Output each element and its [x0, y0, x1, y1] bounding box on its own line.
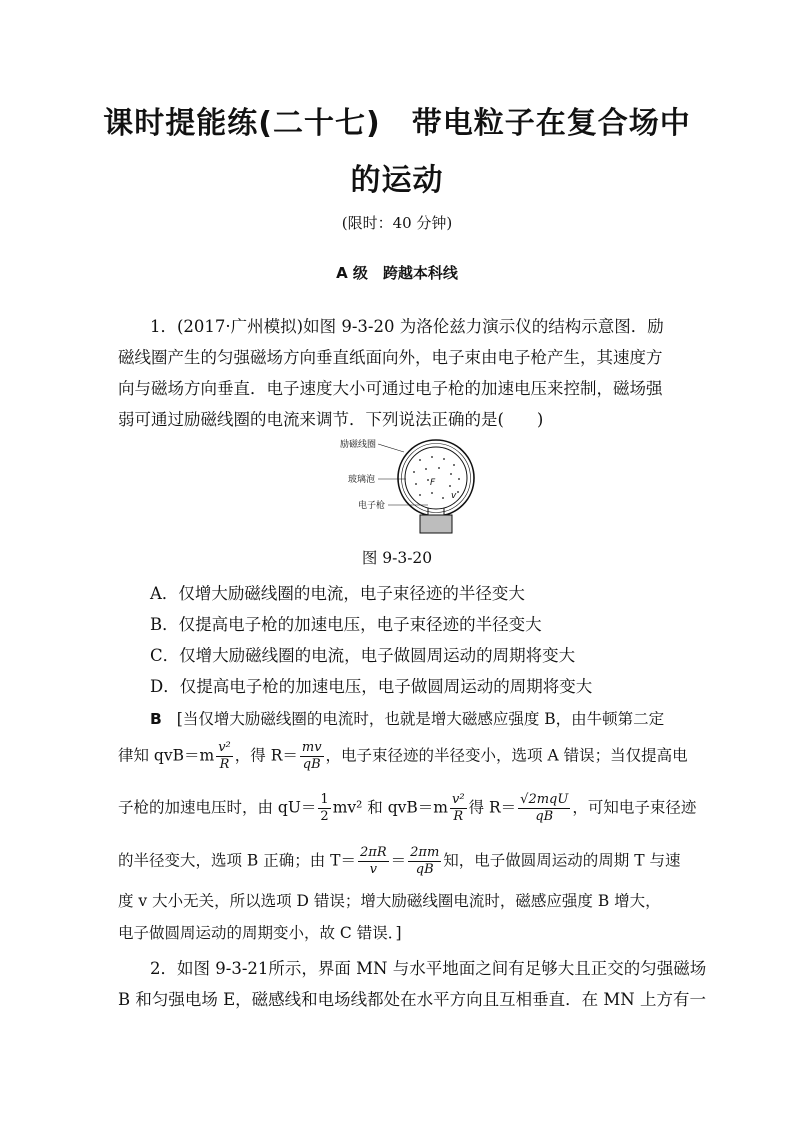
figure-caption: 图 9-3-20 [361, 549, 433, 567]
answer-line-2: 律知 qvB＝m $\frac{\text{v²}}{R}$ ，得 R＝ $\frac{mv}{qB}$ ，电子束径迹的半径变小，选项 A 错误；当仅提高电 [118, 740, 688, 772]
time-limit: (限时：40 分钟) [341, 214, 453, 232]
option-a: A．仅增大励磁线圈的电流，电子束径迹的半径变大 [150, 584, 525, 603]
page-title-continued: 的运动 [350, 163, 444, 198]
coil-leader-line [378, 444, 404, 452]
level-heading: A 级 跨越本科线 [336, 264, 458, 282]
bulb-label: 玻璃泡 [348, 475, 376, 485]
answer-line-3: 子枪的加速电压时，由 qU＝ $\frac{1}{2}$ mv² 和 qvB＝m $\frac{\text{v²}}{R}$ 得 R＝ $\frac{\text{√2mqU}}{qB}$ ，可知电子束径迹 [118, 792, 697, 824]
lorentz-demo-figure [340, 438, 480, 538]
gun-label: 电子枪 [358, 501, 386, 511]
glass-bulb [405, 447, 467, 509]
question-2-line-1: 2．如图 9-3-21所示，界面 MN 与水平地面之间有足够大且正交的匀强磁场 [150, 959, 707, 978]
coil-outer-ring [398, 440, 474, 516]
answer-key: B [150, 710, 162, 728]
answer-line-6: 电子做圆周运动的周期变小，故 C 错误．] [118, 924, 402, 942]
option-d: D．仅提高电子枪的加速电压，电子做圆周运动的周期将变大 [150, 677, 593, 696]
answer-line-4: 的半径变大，选项 B 正确；由 T＝ $\frac{2\pi R}{v}$ ＝ $\frac{2\pi m}{qB}$ 知，电子做圆周运动的周期 T 与速 [118, 845, 681, 877]
coil-label: 励磁线圈 [340, 440, 377, 450]
question-1-stem: 1．(2017·广州模拟)如图 9-3-20 为洛伦兹力演示仪的结构示意图．励磁线圈产生的匀强磁场方向垂直纸面向外，电子束由电子枪产生，其速度方向与磁场方向垂直．电子速度大小可通过电子枪的加速电压来控制，磁场强弱可通过励磁线圈的电流来调节．下列说法正确的是( ) [118, 317, 664, 429]
coil-inner-ring [402, 444, 471, 513]
force-label: F [430, 478, 436, 488]
option-b: B．仅提高电子枪的加速电压，电子束径迹的半径变大 [150, 615, 542, 634]
electron-gun-base [420, 515, 452, 533]
answer-line-5: 度 v 大小无关，所以选项 D 错误；增大励磁线圈电流时，磁感应强度 B 增大， [118, 892, 661, 910]
answer-line-1: B [当仅增大励磁线圈的电流时，也就是增大磁感应强度 B，由牛顿第二定 [150, 710, 665, 728]
option-c: C．仅增大励磁线圈的电流，电子做圆周运动的周期将变大 [150, 646, 576, 665]
page-title: 课时提能练(二十七) 带电粒子在复合场中 [103, 106, 691, 141]
velocity-label: v [451, 491, 457, 501]
question-2-line-2: B 和匀强电场 E，磁感线和电场线都处在水平方向且互相垂直．在 MN 上方有一 [118, 990, 706, 1009]
